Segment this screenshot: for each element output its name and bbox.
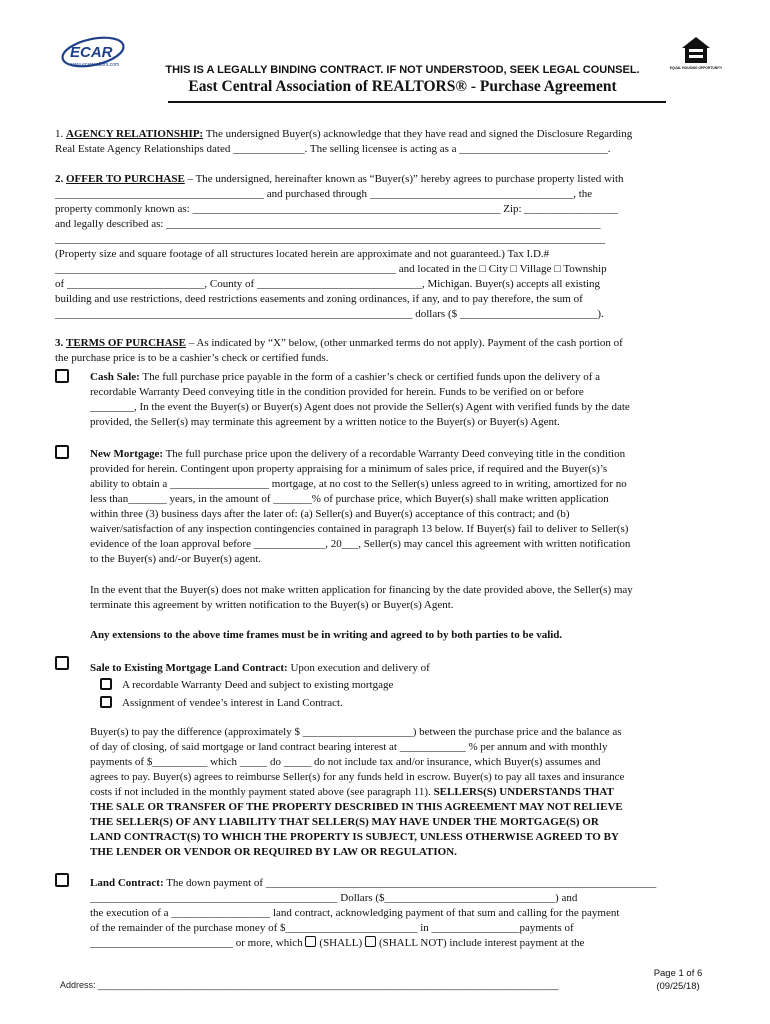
cash-sale-text-3: ________, In the event the Buyer(s) or Buyer(s) Agent does not provide the Seller(s) Agent with verified funds by the date bbox=[90, 401, 630, 413]
existing-mortgage-terms-4: agrees to pay. Buyer(s) agrees to reimburse Seller(s) for any funds held in escrow. Buyer(s) to pay all taxes and insurance bbox=[90, 771, 625, 783]
section-3-text-1: – As indicated by “X” below, (other unmarked terms do not apply). Payment of the cash portion of bbox=[188, 337, 623, 349]
section-3-heading: TERMS OF PURCHASE bbox=[66, 337, 186, 349]
existing-mortgage-terms bbox=[90, 725, 716, 860]
logo-text: ECAR bbox=[70, 44, 113, 61]
assignment-option: Assignment of vendee’s interest in Land Contract. bbox=[122, 697, 343, 709]
section-2-text-5: ____________________________________________________________________________________________________ bbox=[55, 233, 605, 245]
land-contract-checkbox[interactable] bbox=[55, 873, 69, 887]
logo-subtext: www.ecarrealtors.com bbox=[70, 62, 120, 68]
title-rule bbox=[168, 101, 666, 103]
existing-mortgage-checkbox[interactable] bbox=[55, 656, 69, 670]
cash-sale-checkbox[interactable] bbox=[55, 369, 69, 383]
warranty-deed-checkbox[interactable] bbox=[100, 678, 112, 690]
new-mortgage-label: New Mortgage: bbox=[90, 448, 163, 460]
section-2-text-1: – The undersigned, hereinafter known as “Buyer(s)” hereby agrees to purchase property listed with bbox=[187, 173, 624, 185]
equal-housing-icon bbox=[669, 32, 723, 76]
new-mortgage-text-1: The full purchase price upon the delivery of a recordable Warranty Deed conveying title in the condition bbox=[165, 448, 626, 460]
existing-mortgage-terms-1: Buyer(s) to pay the difference (approximately $ ____________________) between the purchase price and the balance as bbox=[90, 726, 622, 738]
section-2-text-2: ______________________________________ and purchased through _____________________________________, the bbox=[55, 188, 593, 200]
section-2-heading: OFFER TO PURCHASE bbox=[66, 173, 185, 185]
assignment-checkbox[interactable] bbox=[100, 696, 112, 708]
section-1-number: 1. bbox=[55, 128, 64, 140]
equal-housing-text: EQUAL HOUSING OPPORTUNITY bbox=[669, 66, 723, 70]
sellers-understand-text: SELLERS(S) UNDERSTANDS THAT bbox=[433, 786, 614, 798]
page-number: Page 1 of 6 bbox=[653, 968, 703, 979]
section-2-number: 2. bbox=[55, 173, 64, 185]
cash-sale-label: Cash Sale: bbox=[90, 371, 140, 383]
land-contract-text-3: the execution of a __________________ land contract, acknowledging payment of that sum and calling for the payment bbox=[90, 907, 620, 919]
shall-not-label: (SHALL NOT) include interest payment at the bbox=[378, 937, 585, 949]
section-2-text-8: of _________________________, County of ______________________________, Michigan. Buyer(s) accepts all existing bbox=[55, 278, 601, 290]
section-2-text-7: ______________________________________________________________ and located in the □ City □ Village □ Township bbox=[55, 263, 607, 275]
sellers-notice-5: THE LENDER OR VENDOR OR REQUIRED BY LAW OR REGULATION. bbox=[90, 846, 457, 858]
new-mortgage-text-8: to the Buyer(s) and/-or Buyer(s) agent. bbox=[90, 553, 262, 565]
sellers-notice-2: THE SALE OR TRANSFER OF THE PROPERTY DESCRIBED IN THIS AGREEMENT MAY NOT RELIEVE bbox=[90, 801, 623, 813]
address-line: Address: ____________________________________________________________________________________________ bbox=[60, 980, 559, 990]
land-contract-text-5: __________________________ or more, which bbox=[90, 937, 303, 949]
new-mortgage-para-2-text-2: terminate this agreement by written notification to the Buyer(s) or Buyer(s) Agent. bbox=[90, 599, 454, 611]
new-mortgage-para-2 bbox=[90, 583, 716, 613]
cash-sale-block bbox=[90, 370, 716, 430]
section-3-text-2: the purchase price is to be a cashier’s check or certified funds. bbox=[55, 352, 329, 364]
section-2-text-3: property commonly known as: ________________________________________________________ Zip: _________________ bbox=[55, 203, 618, 215]
existing-mortgage-block bbox=[90, 661, 716, 676]
existing-mortgage-label: Sale to Existing Mortgage Land Contract: bbox=[90, 662, 288, 674]
page-footer bbox=[640, 967, 716, 993]
land-contract-text-1: The down payment of _______________________________________________________________________ bbox=[166, 877, 657, 889]
shall-checkbox[interactable] bbox=[305, 936, 316, 947]
land-contract-label: Land Contract: bbox=[90, 877, 164, 889]
section-1-heading: AGENCY RELATIONSHIP: bbox=[66, 128, 204, 140]
page-title: East Central Association of REALTORS® - Purchase Agreement bbox=[188, 78, 617, 95]
existing-mortgage-text-1: Upon execution and delivery of bbox=[290, 662, 430, 674]
new-mortgage-block bbox=[90, 447, 716, 567]
section-2-text-6: (Property size and square footage of all structures located herein are approximate and not guaranteed.) Tax I.D.# bbox=[55, 248, 550, 260]
new-mortgage-checkbox[interactable] bbox=[55, 445, 69, 459]
new-mortgage-para-2-text-1: In the event that the Buyer(s) does not make written application for financing by the date provided above, the Seller(s) may bbox=[90, 584, 633, 596]
section-1-text-1: The undersigned Buyer(s) acknowledge that they have read and signed the Disclosure Regarding bbox=[205, 128, 633, 140]
cash-sale-text-2: recordable Warranty Deed conveying title in the condition provided for herein. Funds to be verified on or before bbox=[90, 386, 584, 398]
existing-mortgage-terms-5: costs if not included in the monthly payment stated above (see paragraph 11). bbox=[90, 786, 431, 798]
section-2-text-4: and legally described as: _______________________________________________________________________________ bbox=[55, 218, 601, 230]
legal-warning: THIS IS A LEGALLY BINDING CONTRACT. IF NOT UNDERSTOOD, SEEK LEGAL COUNSEL. bbox=[165, 64, 640, 76]
section-1 bbox=[55, 127, 716, 157]
new-mortgage-text-7: evidence of the loan approval before _____________, 20___, Seller(s) may cancel this agreement with written notification bbox=[90, 538, 631, 550]
sellers-notice-4: LAND CONTRACT(S) TO WHICH THE PROPERTY IS SUBJECT, UNLESS OTHERWISE AGREED TO BY bbox=[90, 831, 619, 843]
section-1-text-2: Real Estate Agency Relationships dated _____________. The selling licensee is acting as a ___________________________. bbox=[55, 143, 611, 155]
section-2-text-9: building and use restrictions, deed restrictions easements and zoning ordinances, if any, and to pay therefore, the sum of bbox=[55, 293, 583, 305]
section-2-text-10: _________________________________________________________________ dollars ($ _________________________). bbox=[55, 308, 604, 320]
land-contract-text-2: _____________________________________________ Dollars ($_______________________________) and bbox=[90, 892, 578, 904]
new-mortgage-text-4: less than_______ years, in the amount of _______% of purchase price, which Buyer(s) shall make written application bbox=[90, 493, 609, 505]
cash-sale-text-4: provided, the Seller(s) may terminate this agreement by a written notice to the Buyer(s) or Buyer(s) Agent. bbox=[90, 416, 560, 428]
cash-sale-text-1: The full purchase price payable in the form of a cashier’s check or certified funds upon the delivery of a bbox=[142, 371, 601, 383]
shall-label: (SHALL) bbox=[319, 937, 363, 949]
form-date: (09/25/18) bbox=[656, 981, 700, 992]
existing-mortgage-terms-2: of day of closing, of said mortgage or land contract bearing interest at ____________ % per annum and with monthly bbox=[90, 741, 608, 753]
section-2 bbox=[55, 172, 716, 322]
new-mortgage-text-2: provided for herein. Contingent upon property appraising for a minimum of sales price, if required and the Buyer(s)’s bbox=[90, 463, 608, 475]
ecar-logo bbox=[60, 35, 130, 71]
warranty-deed-option: A recordable Warranty Deed and subject to existing mortgage bbox=[122, 679, 394, 691]
sellers-notice-3: THE SELLER(S) OF ANY LIABILITY THAT SELLER(S) MAY HAVE UNDER THE MORTGAGE(S) OR bbox=[90, 816, 599, 828]
shall-not-checkbox[interactable] bbox=[365, 936, 376, 947]
existing-mortgage-terms-3: payments of $__________ which _____ do _____ do not include tax and/or insurance, which Buyer(s) assumes and bbox=[90, 756, 601, 768]
land-contract-text-4: of the remainder of the purchase money of $________________________ in ________________payments of bbox=[90, 922, 574, 934]
new-mortgage-text-6: waiver/satisfaction of any inspection contingencies contained in paragraph 13 below. If Buyer(s) fail to deliver to Seller(s) bbox=[90, 523, 629, 535]
section-3-number: 3. bbox=[55, 337, 64, 349]
new-mortgage-text-5: within three (3) business days after the later of: (a) Seller(s) and Buyer(s) acceptance of this contract; and (b) bbox=[90, 508, 570, 520]
section-3 bbox=[55, 336, 716, 366]
new-mortgage-text-3: ability to obtain a __________________ mortgage, at no cost to the Seller(s) unless agreed to in writing, amortized for no bbox=[90, 478, 627, 490]
extensions-notice bbox=[90, 628, 716, 643]
land-contract-block bbox=[90, 876, 716, 951]
extensions-notice-text: Any extensions to the above time frames must be in writing and agreed to by both parties to be valid. bbox=[90, 629, 563, 641]
